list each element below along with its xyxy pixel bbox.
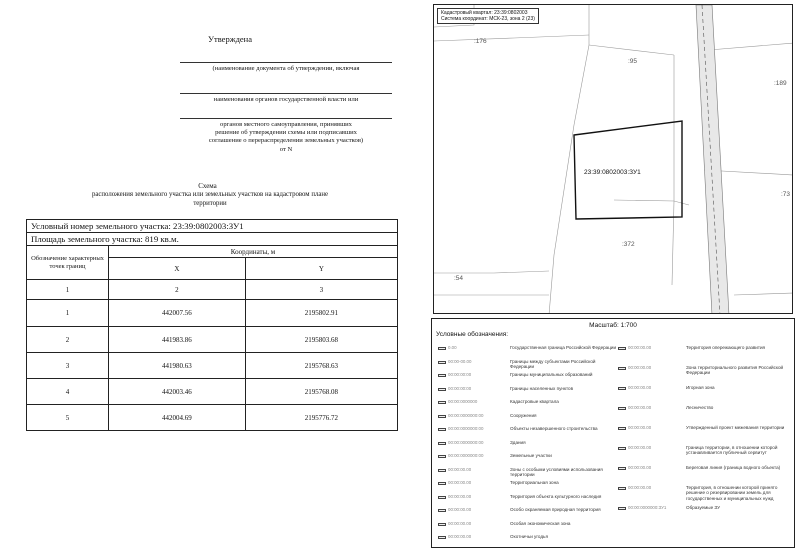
point-number: 3 xyxy=(27,353,109,379)
legend-description: Границы населенных пунктов xyxy=(510,385,574,391)
legend-code: 00:00:00.00 xyxy=(448,507,472,512)
legend-code: 00:00:00.00 xyxy=(628,385,652,390)
map-info-box xyxy=(437,8,539,24)
legend-description: Территориальная зона xyxy=(510,480,559,485)
legend-code: 00:00:0000000:00 xyxy=(448,412,484,418)
parcel-label: :176 xyxy=(474,38,487,45)
coord-y: 2195768.08 xyxy=(245,379,397,405)
point-number: 5 xyxy=(27,405,109,431)
legend-item xyxy=(618,385,790,397)
legend-item xyxy=(618,505,790,517)
legend-symbol xyxy=(438,442,446,445)
legend-symbol xyxy=(618,367,626,370)
approval-caption-2: наименования органов государственной власти или xyxy=(213,96,359,103)
legend-item xyxy=(438,467,618,479)
legend-code: 00:00:0000000:00 xyxy=(448,426,484,431)
coords-header: Координаты, м xyxy=(109,246,398,258)
parcel-label: :189 xyxy=(774,80,787,87)
legend-item xyxy=(438,494,618,506)
scheme-title: Схема xyxy=(198,182,217,190)
coordinate-system: Система координат: МСК-23, зона 2 (23) xyxy=(441,16,535,22)
legend-description: Государственная граница Российской Федерации xyxy=(510,345,617,350)
parcel-boundary xyxy=(672,55,674,285)
approval-caption-3a: органов местного самоуправления, принявших xyxy=(220,121,352,128)
legend-description: Береговая линия (граница водного объекта) xyxy=(686,465,781,470)
legend-code: 00:00:00:00 xyxy=(448,385,472,391)
parcel-boundary xyxy=(614,200,689,205)
legend-code: 00:00:00.00 xyxy=(628,365,652,370)
legend-item xyxy=(438,534,618,546)
legend-description: Охотничьи угодья xyxy=(510,534,548,539)
legend-code: 00:00:00.00 xyxy=(628,405,652,410)
legend-symbol xyxy=(438,523,446,526)
coord-y: 2195776.72 xyxy=(245,405,397,431)
point-number: 4 xyxy=(27,379,109,405)
legend-code: 0.00 xyxy=(448,345,457,350)
legend-item xyxy=(618,425,790,437)
legend-description: Зоны с особыми условиями использования территории xyxy=(510,466,603,477)
approval-caption-3c: соглашение о перераспределении земельных участков) xyxy=(208,137,364,144)
table-row xyxy=(27,353,398,379)
signature-line-3 xyxy=(180,118,392,119)
legend-item xyxy=(618,485,790,501)
parcel-area: Площадь земельного участка: 819 кв.м. xyxy=(27,233,398,246)
legend-item xyxy=(438,507,618,519)
legend-code: 00:00:0000000 xyxy=(448,399,478,404)
table-row xyxy=(27,379,398,405)
legend-description: Лесничество xyxy=(686,405,714,410)
legend-code: 00:00:00.00 xyxy=(448,534,472,539)
legend-symbol xyxy=(618,387,626,390)
legend-code: 00:00:00.00 xyxy=(448,480,472,485)
approval-caption-1: (наименование документа об утверждении, включая xyxy=(212,65,360,72)
legend-title: Условные обозначения: xyxy=(436,331,509,338)
coord-y: 2195802.91 xyxy=(245,300,397,327)
coord-x: 442003.46 xyxy=(109,379,246,405)
legend-item xyxy=(438,426,618,438)
legend-symbol xyxy=(438,388,446,391)
signature-line-1 xyxy=(180,62,392,63)
legend-symbol xyxy=(438,455,446,458)
parcel-boundary xyxy=(549,5,589,314)
legend-code: 00:00:0000000:00 xyxy=(448,453,484,458)
legend-item xyxy=(438,413,618,425)
legend-code: 00:00:00.00 xyxy=(628,445,652,450)
point-number: 2 xyxy=(27,327,109,353)
y-header: Y xyxy=(245,258,397,280)
approval-title: Утверждена xyxy=(207,34,252,44)
legend-symbol xyxy=(618,407,626,410)
map-drawing xyxy=(434,5,793,314)
legend-item xyxy=(618,445,790,457)
parcel-boundary xyxy=(709,43,793,50)
scheme-subtitle-1: расположения земельного участка или земельных участков на кадастровом плане xyxy=(91,191,329,198)
legend-item xyxy=(438,386,618,398)
legend-description: Земельные участки xyxy=(510,453,552,458)
legend-description: Зона территориального развития Российской Федерации xyxy=(686,365,784,376)
point-header: Обозначение характерных точек границ xyxy=(27,246,109,280)
col-num-2: 2 xyxy=(109,280,246,300)
parcel-boundary xyxy=(734,293,793,295)
parcel-label: :372 xyxy=(622,241,635,248)
coord-x: 442007.56 xyxy=(109,300,246,327)
approval-caption-3d: от N xyxy=(279,146,293,153)
approval-caption-3b: решение об утверждении схемы или подписавших xyxy=(215,129,357,136)
legend-description: Игорная зона xyxy=(686,385,715,390)
legend-symbol xyxy=(438,509,446,512)
legend-item xyxy=(438,359,618,371)
legend-description: Здания xyxy=(510,439,526,445)
parcel-label: :73 xyxy=(781,191,791,198)
legend-description: Особая экономическая зона xyxy=(510,520,571,526)
table-row xyxy=(27,327,398,353)
map-page xyxy=(418,0,800,551)
legend-description: Кадастровые квартала xyxy=(510,399,559,404)
coord-x: 441980.63 xyxy=(109,353,246,379)
legend-item xyxy=(438,521,618,533)
legend-description: Территория объекта культурного наследия xyxy=(510,493,602,499)
legend-symbol xyxy=(618,447,626,450)
legend-code: 00:00:00.00 xyxy=(628,425,652,430)
legend-symbol xyxy=(438,347,446,350)
legend-description: Сооружения xyxy=(510,412,537,418)
signature-line-2 xyxy=(180,93,392,94)
coord-x: 442004.69 xyxy=(109,405,246,431)
legend-item xyxy=(438,345,618,357)
legend-description: Границы между субъектами Российской Федерации xyxy=(510,358,596,369)
legend-description: Образуемые ЗУ xyxy=(686,505,721,510)
legend-symbol xyxy=(438,482,446,485)
col-num-3: 3 xyxy=(245,280,397,300)
legend-symbol xyxy=(438,374,446,377)
legend-symbol xyxy=(438,469,446,472)
legend-code: 00:00-00.00 xyxy=(448,358,472,364)
legend-symbol xyxy=(438,496,446,499)
point-number: 1 xyxy=(27,300,109,327)
coordinates-table xyxy=(26,219,398,431)
legend-item xyxy=(438,372,618,384)
coord-x: 441983.86 xyxy=(109,327,246,353)
x-header: X xyxy=(109,258,246,280)
legend-symbol xyxy=(618,427,626,430)
legend xyxy=(431,318,795,548)
legend-item xyxy=(438,480,618,492)
legend-code: 00:00:00:00 xyxy=(448,372,472,377)
legend-symbol xyxy=(438,401,446,404)
table-row xyxy=(27,405,398,431)
legend-item xyxy=(618,365,790,377)
parcel-label: :95 xyxy=(628,58,638,65)
legend-item xyxy=(438,399,618,411)
legend-symbol xyxy=(618,487,626,490)
legend-item xyxy=(618,345,790,357)
road-strip xyxy=(696,5,729,314)
legend-item xyxy=(618,465,790,477)
legend-symbol xyxy=(618,507,626,510)
conditional-number: Условный номер земельного участка: 23:39:0802003:ЗУ1 xyxy=(27,220,398,233)
legend-description: Утвержденный проект межевания территории xyxy=(686,425,785,430)
legend-symbol xyxy=(438,415,446,418)
coord-y: 2195803.68 xyxy=(245,327,397,353)
scheme-subtitle-2: территории xyxy=(193,200,227,207)
legend-symbol xyxy=(618,467,626,470)
legend-code: 00:00:0000000:00 xyxy=(448,439,484,445)
legend-symbol xyxy=(438,536,446,539)
legend-symbol xyxy=(438,361,446,364)
legend-code: 00:00:00.00 xyxy=(448,466,472,472)
legend-description: Граница территории, в отношении которой устанавливается публичный сервитут xyxy=(686,445,778,456)
table-row xyxy=(27,300,398,327)
legend-description: Особо охраняемая природная территория xyxy=(510,507,601,512)
legend-description: Объекты незавершенного строительства xyxy=(510,426,598,431)
legend-code: 00:00:0000000:ЗУ1 xyxy=(628,505,667,510)
coord-y: 2195768.63 xyxy=(245,353,397,379)
col-num-1: 1 xyxy=(27,280,109,300)
legend-code: 00:00:00.00 xyxy=(628,485,652,490)
legend-item xyxy=(438,453,618,465)
legend-code: 00:00:00.00 xyxy=(448,493,472,499)
legend-code: 00:00:00.00 xyxy=(628,345,652,350)
zu1-label: 23:39:0802003:ЗУ1 xyxy=(584,169,641,176)
parcel-label: :54 xyxy=(454,275,464,282)
legend-description: Территория, в отношении которой принято решение о резервировании земель для государственных и муниципальных нужд xyxy=(686,485,778,501)
legend-symbol xyxy=(438,428,446,431)
parcel-boundary xyxy=(434,271,549,273)
cadastral-map xyxy=(433,4,793,314)
legend-symbol xyxy=(618,347,626,350)
parcel-boundary xyxy=(434,35,589,41)
legend-description: Территория опережающего развития xyxy=(686,345,766,350)
legend-description: Границы муниципальных образований xyxy=(510,372,593,377)
cadastral-quarter: Кадастровый квартал: 23:39:0802003 xyxy=(441,10,528,16)
legend-code: 00:00:00.00 xyxy=(628,465,652,470)
legend-item xyxy=(438,440,618,452)
legend-code: 00:00:00.00 xyxy=(448,520,472,526)
parcel-boundary xyxy=(589,45,674,55)
legend-item xyxy=(618,405,790,417)
map-scale: Масштаб: 1:700 xyxy=(589,322,637,329)
